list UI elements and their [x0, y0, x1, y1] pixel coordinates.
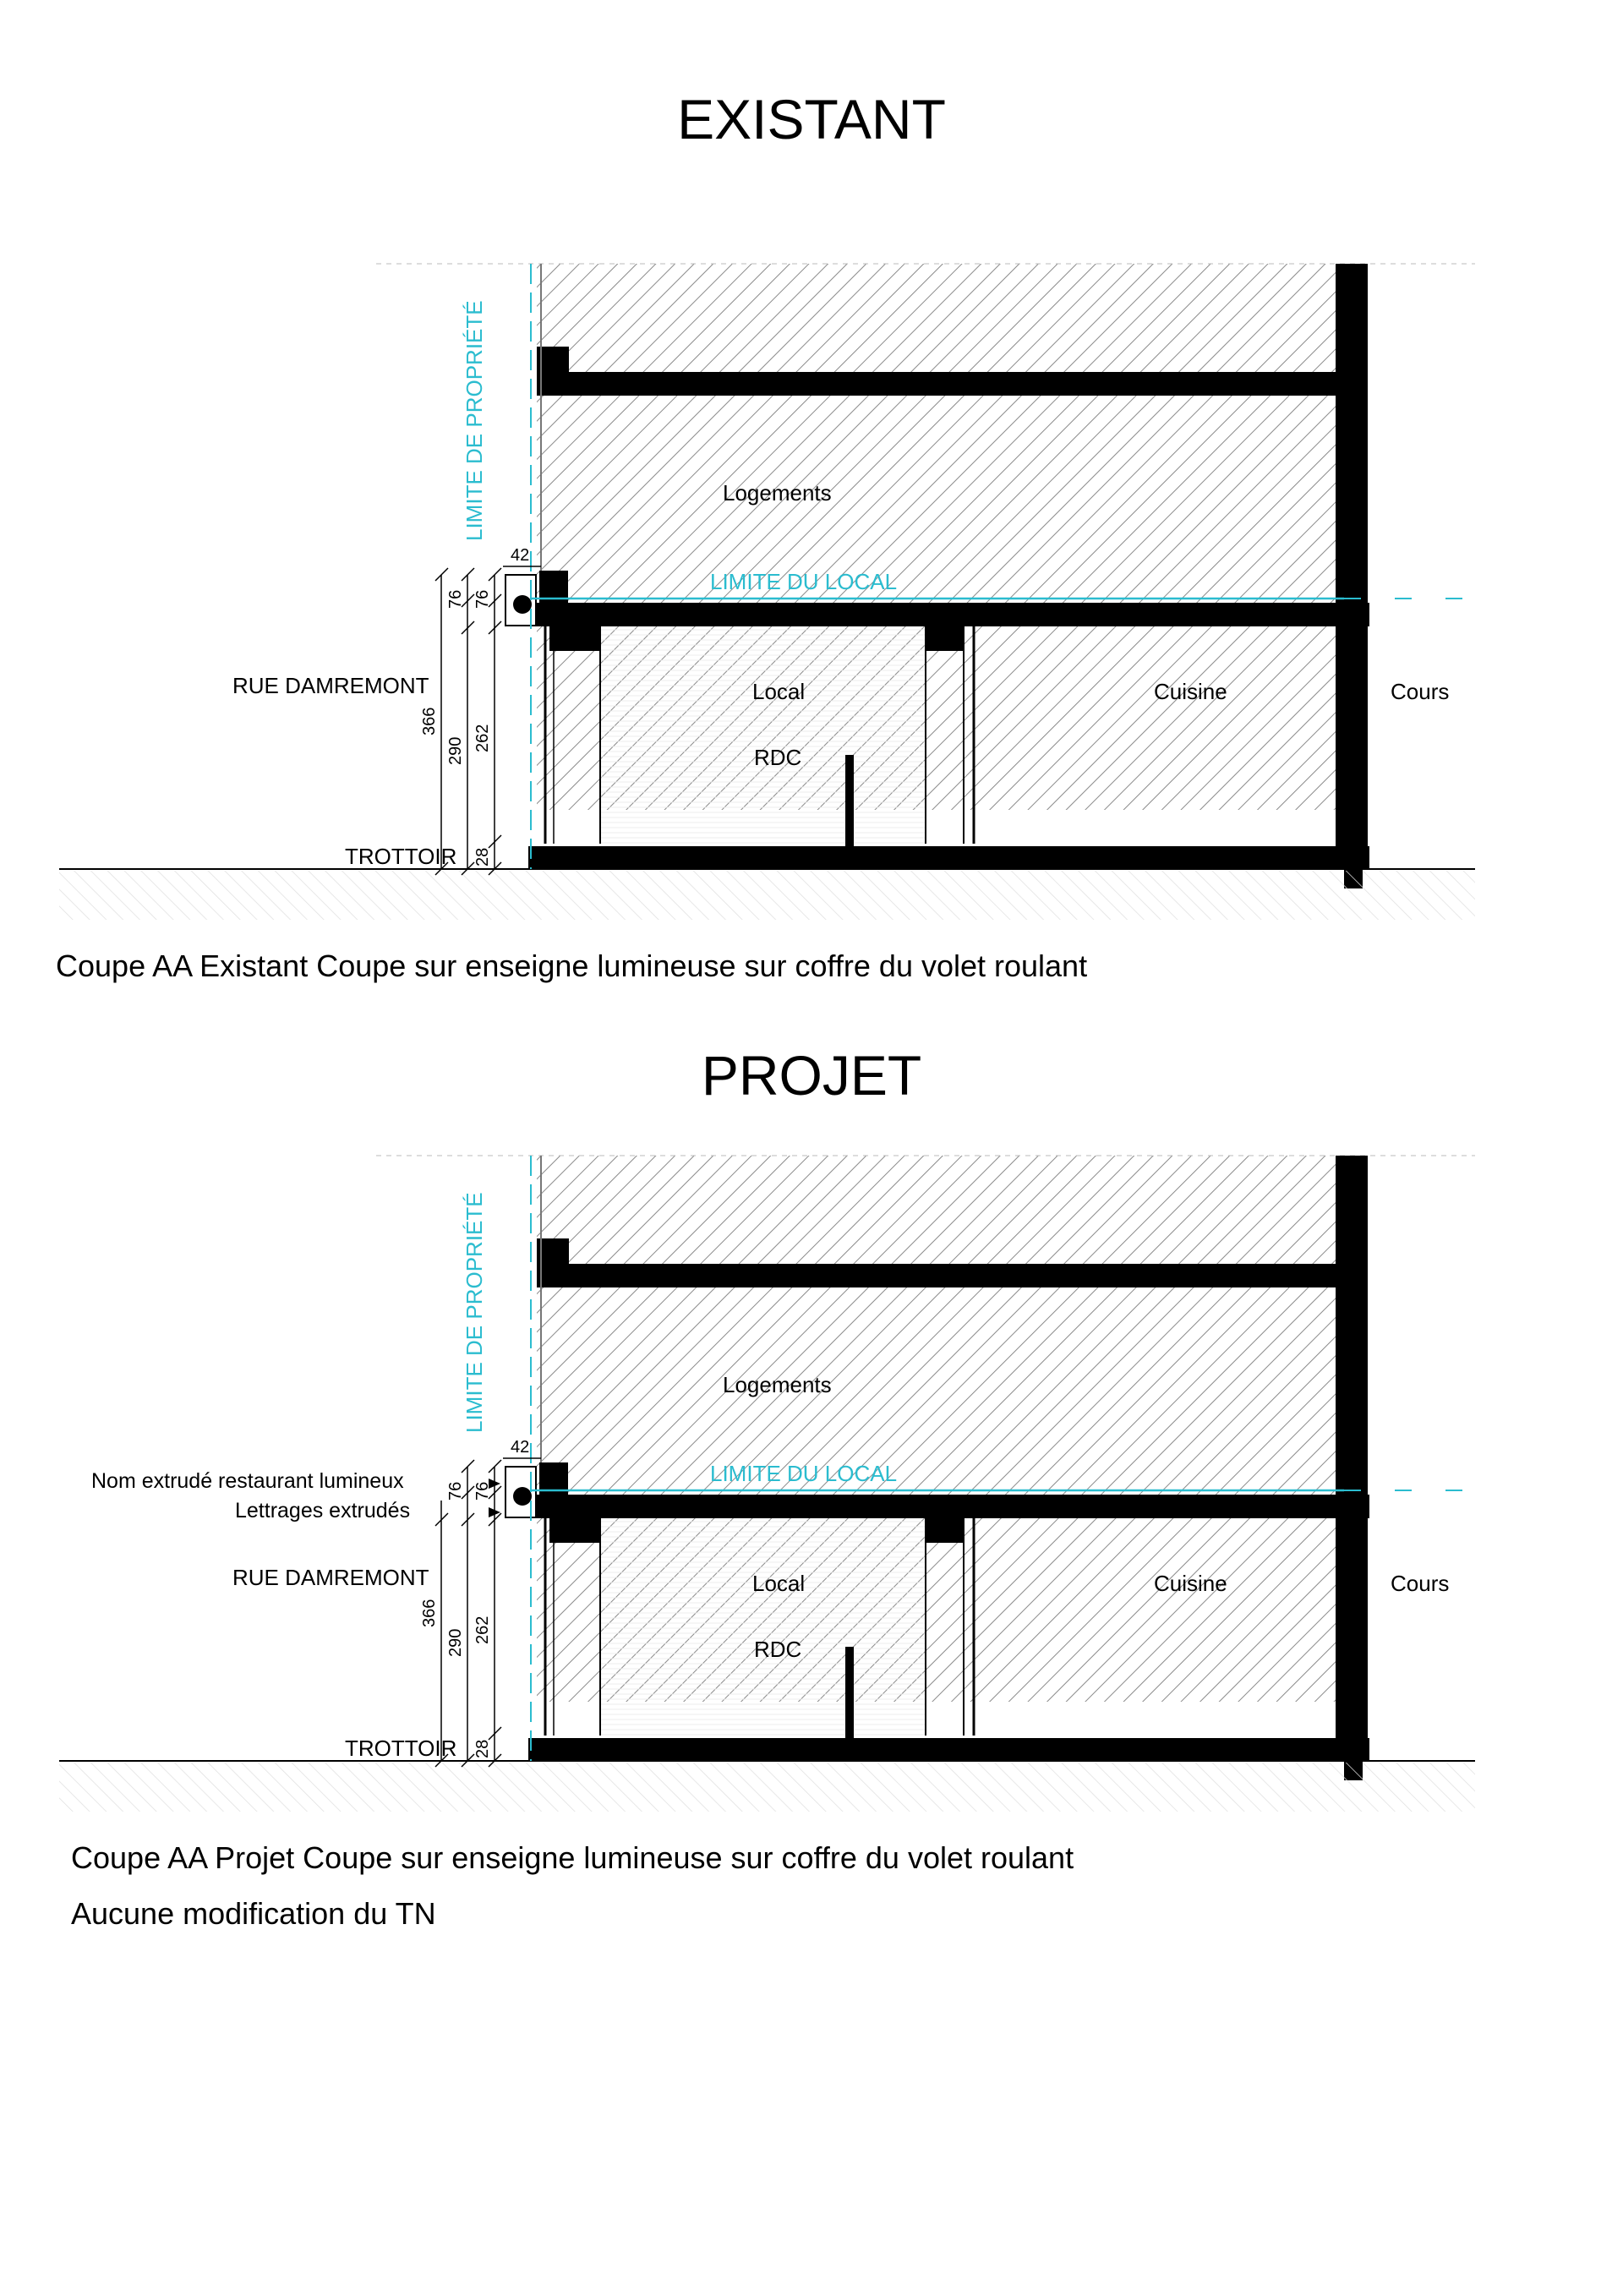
volet-coffre: [513, 1487, 532, 1506]
room-rdc: RDC: [754, 1637, 802, 1662]
room-cours: Cours: [1391, 1571, 1450, 1596]
limite-propriete-label: LIMITE DE PROPRIÉTÉ: [462, 300, 487, 541]
room-cours: Cours: [1391, 679, 1450, 704]
dim-76-outer: 76: [446, 1481, 465, 1501]
dim-28: 28: [473, 1739, 492, 1758]
room-local: Local: [752, 679, 806, 704]
dim-42: 42: [511, 1438, 530, 1457]
upper-slab: [537, 1264, 1336, 1287]
projet-caption-tn: Aucune modification du TN: [71, 1896, 436, 1931]
lettrages-label: Lettrages extrudés: [235, 1499, 411, 1522]
room-cuisine: Cuisine: [1154, 679, 1227, 704]
rdc-ceiling-slab: [537, 1495, 1369, 1518]
dim-42: 42: [511, 546, 530, 565]
dim-76-outer: 76: [446, 589, 465, 609]
existant-section-drawing: [0, 211, 1623, 972]
rue-label: RUE DAMREMONT: [232, 1565, 429, 1590]
rdc-ceiling-slab: [537, 603, 1369, 626]
trottoir-label: TROTTOIR: [345, 1736, 457, 1761]
local-room: [600, 1518, 926, 1736]
room-logements: Logements: [723, 1372, 832, 1397]
projet-title: PROJET: [701, 1044, 922, 1107]
nom-extrude-label: Nom extrudé restaurant lumineux: [91, 1469, 404, 1493]
dim-76-inner: 76: [473, 589, 492, 609]
dim-262: 262: [473, 1615, 492, 1644]
dim-366: 366: [420, 1599, 439, 1627]
limite-local-label: LIMITE DU LOCAL: [710, 569, 898, 594]
dim-76-inner: 76: [473, 1481, 492, 1501]
dim-290: 290: [446, 736, 465, 765]
projet-section-drawing: [0, 1103, 1623, 1864]
volet-coffre: [513, 595, 532, 614]
upper-slab: [537, 372, 1336, 396]
room-cuisine: Cuisine: [1154, 1571, 1227, 1596]
limite-local-label: LIMITE DU LOCAL: [710, 1461, 898, 1486]
limite-propriete-label: LIMITE DE PROPRIÉTÉ: [462, 1192, 487, 1433]
room-rdc: RDC: [754, 745, 802, 770]
local-room: [600, 626, 926, 844]
projet-caption: Coupe AA Projet Coupe sur enseigne lumineuse sur coffre du volet roulant: [71, 1840, 1074, 1875]
room-local: Local: [752, 1571, 806, 1596]
trottoir-label: TROTTOIR: [345, 844, 457, 869]
dim-366: 366: [420, 707, 439, 735]
dim-290: 290: [446, 1628, 465, 1657]
existant-title: EXISTANT: [677, 88, 946, 150]
dim-28: 28: [473, 847, 492, 866]
floor-slab: [528, 1738, 1369, 1761]
existant-caption: Coupe AA Existant Coupe sur enseigne lumineuse sur coffre du volet roulant: [56, 948, 1088, 983]
floor-slab: [528, 846, 1369, 869]
rdc-post: [845, 1647, 854, 1738]
rdc-post: [845, 755, 854, 846]
room-logements: Logements: [723, 480, 832, 506]
rue-label: RUE DAMREMONT: [232, 673, 429, 698]
dim-262: 262: [473, 724, 492, 752]
